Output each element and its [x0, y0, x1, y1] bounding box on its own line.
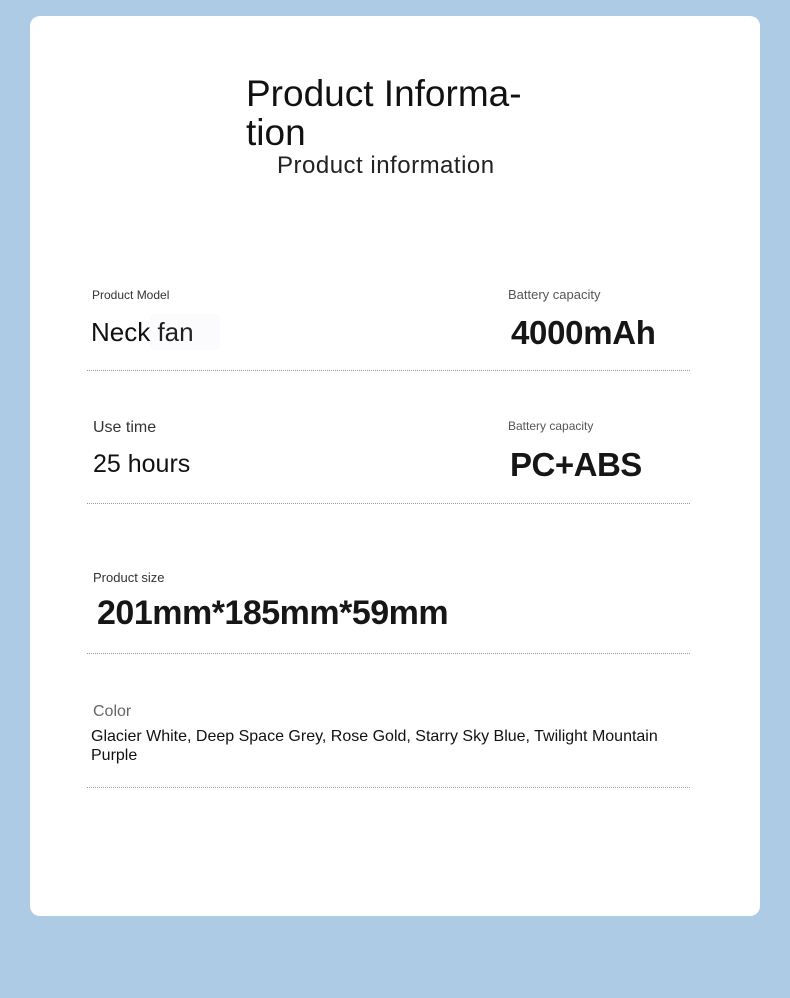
row-divider-1 — [87, 370, 690, 371]
row-divider-3 — [87, 653, 690, 654]
use-time-label: Use time — [93, 419, 157, 436]
product-model-label: Product Model — [92, 288, 170, 302]
material-label: Battery capacity — [508, 419, 594, 433]
battery-capacity-value: 4000mAh — [511, 314, 656, 351]
battery-capacity-label: Battery capacity — [508, 287, 601, 302]
product-size-label: Product size — [93, 570, 165, 585]
product-model-value: Neck fan — [91, 317, 194, 347]
product-size-value: 201mm*185mm*59mm — [97, 594, 449, 632]
color-value: Glacier White, Deep Space Grey, Rose Gold, Starry Sky Blue, Twilight Mountain Purple — [91, 728, 658, 764]
model-ghost-shape — [150, 314, 220, 350]
use-time-value: 25 hours — [93, 450, 191, 478]
page-subtitle: Product information — [277, 152, 495, 179]
material-value: PC+ABS — [510, 446, 642, 483]
page-title: Product Informa-tion — [246, 73, 522, 153]
row-divider-2 — [87, 503, 690, 504]
product-info-card — [30, 16, 760, 916]
row-divider-4 — [87, 787, 690, 788]
color-label: Color — [93, 703, 132, 720]
